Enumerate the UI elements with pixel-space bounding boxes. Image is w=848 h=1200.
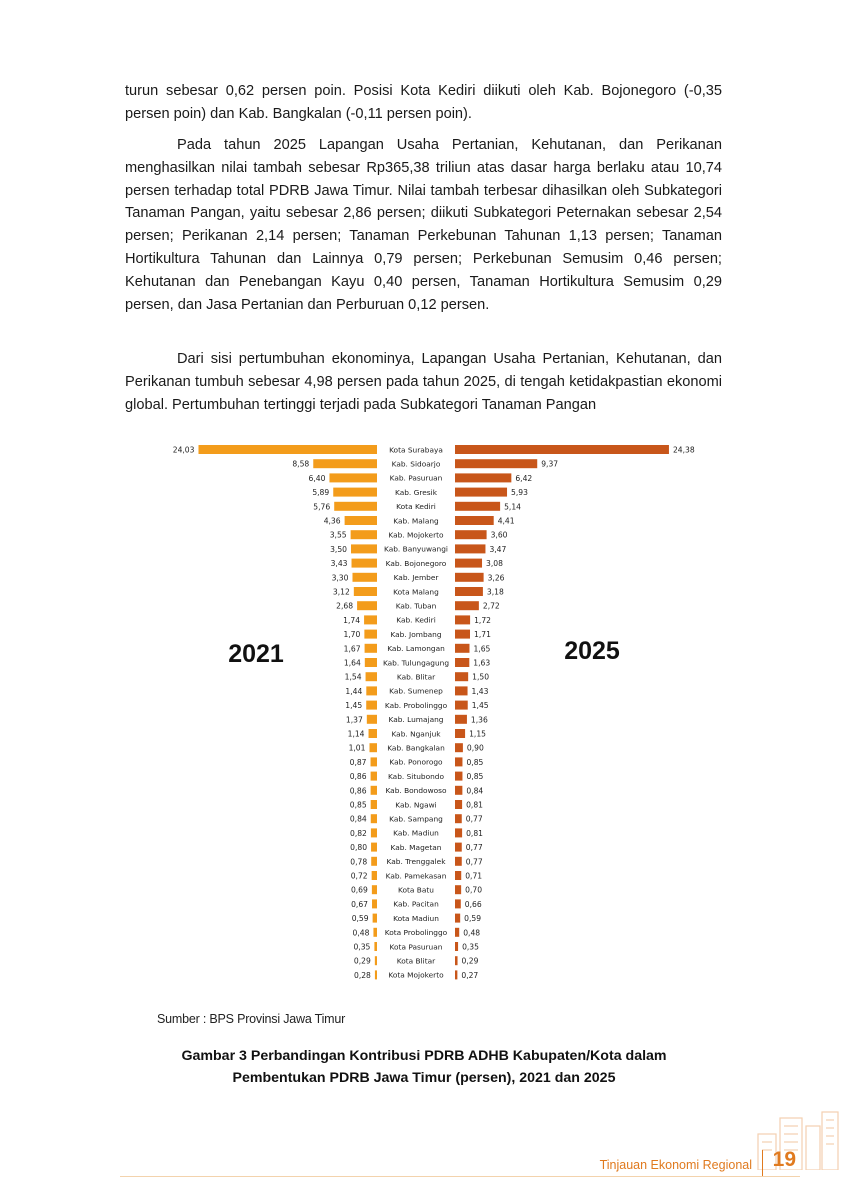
- bar-2021: [371, 786, 377, 795]
- paragraph-1-text: turun sebesar 0,62 persen poin. Posisi Kota Kediri diikuti oleh Kab. Bojonegoro (-0,35 persen poin) dan Kab. Bangkalan (-0,11 persen poin).: [125, 83, 722, 122]
- bar-2021: [371, 800, 377, 809]
- value-label-2025: 0,59: [464, 914, 482, 924]
- value-label-2021: 3,50: [330, 544, 347, 554]
- value-label-2025: 3,47: [489, 544, 507, 554]
- bar-2021: [375, 970, 377, 979]
- bar-2021: [357, 601, 377, 610]
- bar-2025: [455, 814, 462, 823]
- category-label: Kab. Jember: [393, 573, 439, 583]
- category-label: Kab. Tuban: [395, 601, 437, 611]
- figure-caption-line-2: Pembentukan PDRB Jawa Timur (persen), 2021 dan 2025: [232, 1070, 616, 1086]
- value-label-2021: 1,67: [343, 644, 361, 654]
- value-label-2021: 5,76: [313, 502, 331, 512]
- category-label: Kota Pasuruan: [389, 942, 443, 952]
- page-number: 19: [772, 1148, 796, 1171]
- value-label-2025: 0,77: [465, 857, 483, 867]
- value-label-2025: 1,50: [472, 672, 490, 682]
- category-label: Kab. Ngawi: [395, 800, 437, 810]
- paragraph-2-text: Pada tahun 2025 Lapangan Usaha Pertanian, Kehutanan, dan Perikanan menghasilkan nilai tambah sebesar Rp365,38 triliun atas dasar harga berlaku atau 10,74 persen terhadap total PDRB Jawa Timur. Nilai tambah terbesar dihasilkan oleh Subkategori Tanaman Pangan, yaitu sebesar 2,86 persen; diikuti Subkategori Peternakan sebesar 2,54 persen; Perikanan 2,14 persen; Tanaman Perkebunan Tahunan 1,13 persen; Tanaman Hortikultura Tahunan dan Lainnya 0,79 persen; Perkebunan Semusim 0,46 persen; Kehutanan dan Penebangan Kayu 0,40 persen, Tanaman Hortikultura Semusim 0,29 persen, dan Jasa Pertanian dan Perburuan 0,12 persen.: [125, 137, 722, 313]
- value-label-2021: 1,54: [344, 672, 362, 682]
- value-label-2021: 0,69: [350, 885, 368, 895]
- bar-2021: [373, 928, 377, 937]
- bar-2021: [313, 459, 377, 468]
- category-label: Kab. Pasuruan: [389, 473, 443, 483]
- footer-rule: [120, 1176, 800, 1177]
- value-label-2025: 24,38: [672, 445, 695, 455]
- bar-2021: [351, 544, 377, 553]
- bar-2021: [372, 885, 377, 894]
- paragraph-1: [125, 80, 722, 126]
- bar-2025: [455, 544, 485, 553]
- value-label-2025: 0,85: [466, 772, 484, 782]
- value-label-2021: 3,55: [329, 530, 347, 540]
- value-label-2025: 0,84: [466, 786, 484, 796]
- value-label-2025: 0,27: [461, 970, 479, 980]
- category-label: Kab. Sampang: [389, 814, 443, 824]
- figure-caption-line-1: Gambar 3 Perbandingan Kontribusi PDRB ADHB Kabupaten/Kota dalam: [181, 1048, 667, 1064]
- category-label: Kab. Bojonegoro: [385, 558, 447, 568]
- value-label-2021: 4,36: [323, 516, 341, 526]
- bar-2025: [455, 615, 470, 624]
- bar-2025: [455, 828, 462, 837]
- bar-2025: [455, 686, 468, 695]
- value-label-2021: 3,12: [332, 587, 350, 597]
- footer-divider: [762, 1150, 763, 1176]
- bar-2021: [373, 914, 377, 923]
- value-label-2025: 1,45: [471, 701, 489, 711]
- paragraph-2: [125, 134, 722, 316]
- bar-2025: [455, 701, 468, 710]
- value-label-2025: 0,77: [465, 843, 483, 853]
- bar-2021: [352, 559, 377, 568]
- bar-2021: [371, 857, 377, 866]
- bar-2025: [455, 473, 511, 482]
- bar-2025: [455, 502, 500, 511]
- value-label-2021: 0,78: [350, 857, 368, 867]
- contribution-butterfly-chart: [140, 440, 720, 990]
- bar-2021: [354, 587, 377, 596]
- bar-2021: [198, 445, 377, 454]
- value-label-2021: 5,89: [312, 488, 330, 498]
- value-label-2021: 1,37: [345, 715, 363, 725]
- value-label-2021: 0,29: [353, 956, 371, 966]
- value-label-2025: 6,42: [515, 473, 533, 483]
- bar-2021: [334, 502, 377, 511]
- value-label-2025: 1,43: [471, 686, 489, 696]
- bar-2025: [455, 871, 461, 880]
- value-label-2021: 0,48: [352, 928, 370, 938]
- bar-2025: [455, 516, 494, 525]
- bar-2021: [371, 814, 377, 823]
- bar-2025: [455, 928, 459, 937]
- bar-2021: [371, 772, 377, 781]
- paragraph-3: [125, 348, 722, 416]
- value-label-2021: 0,84: [349, 814, 367, 824]
- value-label-2025: 0,66: [464, 899, 482, 909]
- bar-2025: [455, 672, 468, 681]
- value-label-2025: 0,35: [462, 942, 479, 952]
- category-label: Kab. Pacitan: [393, 899, 439, 909]
- value-label-2021: 1,44: [345, 686, 363, 696]
- value-label-2025: 0,90: [466, 743, 484, 753]
- paragraph-3-text: Dari sisi pertumbuhan ekonominya, Lapangan Usaha Pertanian, Kehutanan, dan Perikanan tumbuh sebesar 4,98 persen pada tahun 2025, di tengah ketidakpastian ekonomi global. Pertumbuhan tertinggi terjadi pada Subkategori Tanaman Pangan: [125, 351, 722, 413]
- bar-2021: [364, 630, 377, 639]
- category-label: Kab. Malang: [393, 516, 439, 526]
- value-label-2025: 5,93: [511, 488, 528, 498]
- year-label-2021: 2021: [228, 640, 284, 668]
- value-label-2025: 1,71: [474, 630, 491, 640]
- bar-2025: [455, 857, 462, 866]
- bar-2021: [372, 871, 377, 880]
- category-label: Kota Surabaya: [389, 445, 443, 455]
- value-label-2025: 1,72: [474, 615, 492, 625]
- bar-2025: [455, 899, 461, 908]
- category-label: Kota Probolinggo: [384, 928, 448, 938]
- bar-2021: [329, 473, 377, 482]
- category-label: Kab. Sumenep: [389, 686, 443, 696]
- value-label-2021: 3,30: [331, 573, 349, 583]
- category-label: Kab. Ponorogo: [389, 757, 443, 767]
- footer-title: Tinjauan Ekonomi Regional: [599, 1158, 752, 1172]
- bar-2021: [369, 729, 377, 738]
- category-label: Kab. Tulungagung: [382, 658, 450, 668]
- bar-2021: [351, 530, 377, 539]
- bar-2025: [455, 729, 465, 738]
- category-label: Kab. Sidoarjo: [391, 459, 441, 469]
- value-label-2021: 0,35: [353, 942, 371, 952]
- category-label: Kota Malang: [393, 587, 439, 597]
- bar-2025: [455, 970, 457, 979]
- value-label-2021: 2,68: [336, 601, 354, 611]
- category-label: Kota Mojokerto: [388, 970, 444, 980]
- value-label-2021: 0,28: [353, 970, 371, 980]
- category-label: Kab. Mojokerto: [388, 530, 444, 540]
- bar-2025: [455, 715, 467, 724]
- bar-2021: [367, 715, 377, 724]
- value-label-2025: 1,65: [473, 644, 491, 654]
- value-label-2025: 0,48: [463, 928, 481, 938]
- building-icon: [752, 1108, 842, 1175]
- value-label-2021: 0,59: [351, 914, 369, 924]
- value-label-2021: 3,43: [330, 559, 348, 569]
- value-label-2021: 24,03: [172, 445, 195, 455]
- value-label-2021: 1,64: [343, 658, 361, 668]
- value-label-2025: 2,72: [482, 601, 500, 611]
- bar-2025: [455, 658, 469, 667]
- bar-2021: [371, 757, 377, 766]
- bar-2025: [455, 559, 482, 568]
- category-label: Kab. Lumajang: [388, 715, 444, 725]
- bar-2021: [366, 686, 377, 695]
- value-label-2025: 9,37: [541, 459, 559, 469]
- value-label-2025: 5,14: [504, 502, 522, 512]
- value-label-2025: 0,81: [466, 800, 484, 810]
- category-label: Kab. Magetan: [390, 842, 442, 852]
- category-label: Kab. Banyuwangi: [384, 544, 448, 554]
- bar-2025: [455, 885, 461, 894]
- bar-2021: [352, 573, 377, 582]
- bar-2021: [365, 644, 377, 653]
- bar-2021: [371, 828, 377, 837]
- bar-2021: [333, 488, 377, 497]
- bar-2021: [372, 899, 377, 908]
- bar-2025: [455, 488, 507, 497]
- value-label-2025: 0,77: [465, 814, 483, 824]
- value-label-2025: 0,29: [461, 956, 479, 966]
- value-label-2025: 0,85: [466, 757, 484, 767]
- bar-2021: [366, 672, 377, 681]
- value-label-2021: 0,86: [349, 772, 367, 782]
- category-label: Kab. Gresik: [395, 487, 437, 497]
- category-label: Kab. Probolinggo: [384, 700, 448, 710]
- bar-2021: [365, 658, 377, 667]
- value-label-2021: 1,45: [345, 701, 363, 711]
- category-label: Kab. Nganjuk: [391, 729, 441, 739]
- bar-2021: [345, 516, 377, 525]
- bar-2025: [455, 800, 462, 809]
- value-label-2021: 0,86: [349, 786, 367, 796]
- value-label-2025: 0,81: [466, 828, 484, 838]
- bar-2021: [374, 942, 377, 951]
- category-label: Kab. Bondowoso: [385, 786, 447, 796]
- bar-2021: [375, 956, 377, 965]
- category-label: Kab. Blitar: [396, 672, 436, 682]
- value-label-2021: 1,14: [347, 729, 365, 739]
- category-label: Kab. Madiun: [393, 828, 439, 838]
- value-label-2021: 0,85: [349, 800, 367, 810]
- bar-2025: [455, 956, 458, 965]
- bar-2025: [455, 772, 462, 781]
- value-label-2025: 4,41: [497, 516, 515, 526]
- bar-2021: [364, 615, 377, 624]
- category-label: Kab. Pamekasan: [385, 871, 447, 881]
- value-label-2021: 6,40: [308, 473, 326, 483]
- bar-2025: [455, 843, 462, 852]
- bar-2025: [455, 757, 462, 766]
- value-label-2021: 1,01: [348, 743, 366, 753]
- bar-2021: [369, 743, 377, 752]
- chart-svg: [140, 440, 720, 990]
- category-label: Kab. Situbondo: [387, 771, 445, 781]
- value-label-2021: 1,74: [343, 615, 361, 625]
- bar-2021: [366, 701, 377, 710]
- bar-2025: [455, 942, 458, 951]
- chart-source: Sumber : BPS Provinsi Jawa Timur: [157, 1012, 346, 1026]
- value-label-2025: 0,71: [465, 871, 483, 881]
- bar-2025: [455, 914, 460, 923]
- category-label: Kab. Lamongan: [387, 644, 445, 654]
- value-label-2025: 1,36: [470, 715, 488, 725]
- category-label: Kab. Bangkalan: [387, 743, 445, 753]
- value-label-2025: 1,15: [469, 729, 487, 739]
- category-label: Kab. Kediri: [396, 615, 436, 625]
- value-label-2025: 3,26: [487, 573, 505, 583]
- value-label-2025: 3,60: [490, 530, 508, 540]
- value-label-2021: 0,80: [350, 843, 368, 853]
- category-label: Kota Blitar: [396, 956, 436, 966]
- bar-2025: [455, 743, 463, 752]
- value-label-2021: 8,58: [292, 459, 310, 469]
- category-label: Kota Madiun: [393, 913, 439, 923]
- bar-2021: [371, 843, 377, 852]
- value-label-2025: 3,18: [486, 587, 504, 597]
- value-label-2025: 1,63: [473, 658, 491, 668]
- value-label-2021: 0,87: [349, 757, 367, 767]
- bar-2025: [455, 644, 469, 653]
- value-label-2021: 1,70: [343, 630, 361, 640]
- figure-caption: [100, 1045, 748, 1089]
- bar-2025: [455, 601, 479, 610]
- category-label: Kota Batu: [398, 885, 434, 895]
- category-label: Kab. Trenggalek: [386, 857, 446, 867]
- category-label: Kab. Jombang: [390, 629, 442, 639]
- value-label-2021: 0,72: [350, 871, 368, 881]
- value-label-2021: 0,82: [349, 828, 367, 838]
- bar-2025: [455, 530, 487, 539]
- bar-2025: [455, 445, 669, 454]
- bar-2025: [455, 587, 483, 596]
- value-label-2025: 0,70: [465, 885, 483, 895]
- year-label-2025: 2025: [564, 637, 620, 665]
- value-label-2021: 0,67: [351, 899, 369, 909]
- category-label: Kota Kediri: [396, 502, 436, 512]
- bar-2025: [455, 573, 484, 582]
- bar-2025: [455, 630, 470, 639]
- bar-2025: [455, 459, 537, 468]
- value-label-2025: 3,08: [486, 559, 503, 569]
- bar-2025: [455, 786, 462, 795]
